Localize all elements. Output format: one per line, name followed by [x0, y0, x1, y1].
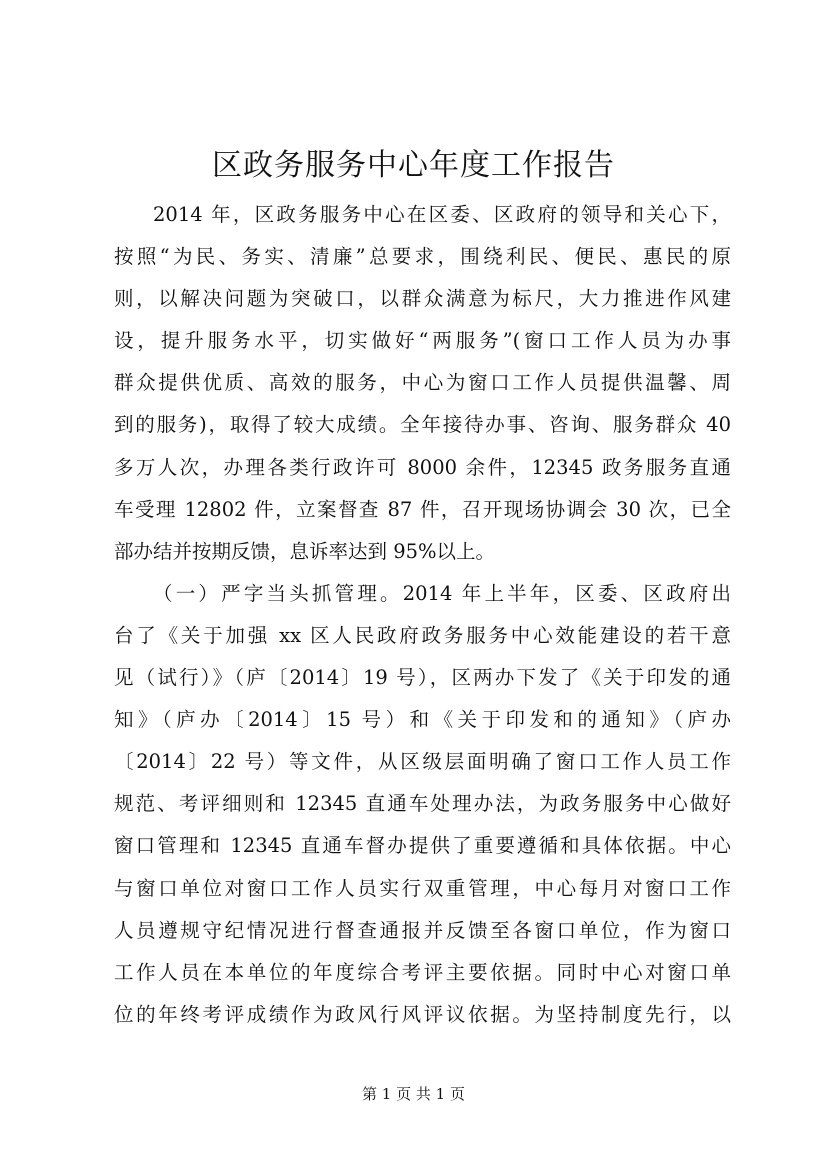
- paragraph-line: 〔2014〕22 号）等文件，从区级层面明确了窗口工作人员工作: [114, 750, 731, 774]
- paragraph-line: 则，以解决问题为突破口，以群众满意为标尺，大力推进作风建: [114, 287, 731, 311]
- paragraph-line: 群众提供优质、高效的服务，中心为窗口工作人员提供温馨、周: [114, 371, 731, 395]
- paragraph-line: 部办结并按期反馈，息诉率达到 95%以上。: [114, 539, 496, 563]
- paragraph-line: 工作人员在本单位的年度综合考评主要依据。同时中心对窗口单: [114, 960, 731, 984]
- paragraph-line: 多万人次，办理各类行政许可 8000 余件，12345 政务服务直通: [114, 455, 731, 479]
- paragraph-line: 台了《关于加强 xx 区人民政府政务服务中心效能建设的若干意: [114, 623, 731, 647]
- paragraph-line: 位的年终考评成绩作为政风行风评议依据。为坚持制度先行，以: [114, 1002, 731, 1026]
- paragraph-line: 到的服务)，取得了较大成绩。全年接待办事、咨询、服务群众 40: [114, 413, 731, 437]
- document-title: 区政务服务中心年度工作报告: [212, 148, 615, 183]
- paragraph: [114, 194, 731, 573]
- paragraph-line: 规范、考评细则和 12345 直通车处理办法，为政务服务中心做好: [114, 792, 731, 816]
- paragraph: [114, 573, 731, 1036]
- paragraph-line: 2014 年，区政务服务中心在区委、区政府的领导和关心下，: [153, 203, 731, 226]
- paragraph-line: 窗口管理和 12345 直通车督办提供了重要遵循和具体依据。中心: [114, 834, 731, 858]
- paragraph-line: 按照“为民、务实、清廉”总要求，围绕利民、便民、惠民的原: [114, 245, 731, 269]
- paragraph-line: 知》（庐办〔2014〕15 号）和《关于印发和的通知》（庐办: [114, 708, 731, 732]
- page-footer: 第 1 页 共 1 页: [362, 1085, 465, 1103]
- paragraph-line: 车受理 12802 件，立案督查 87 件，召开现场协调会 30 次，已全: [114, 497, 731, 521]
- paragraph-line: 见（试行）》（庐〔2014〕19 号），区两办下发了《关于印发的通: [114, 666, 731, 690]
- paragraph-line: 设，提升服务水平，切实做好“两服务”(窗口工作人员为办事: [114, 329, 731, 353]
- paragraph-line: 人员遵规守纪情况进行督查通报并反馈至各窗口单位，作为窗口: [114, 918, 731, 942]
- document-body: [114, 194, 731, 1036]
- paragraph-line: （一）严字当头抓管理。2014 年上半年，区委、区政府出: [153, 581, 731, 605]
- paragraph-line: 与窗口单位对窗口工作人员实行双重管理，中心每月对窗口工作: [114, 876, 731, 900]
